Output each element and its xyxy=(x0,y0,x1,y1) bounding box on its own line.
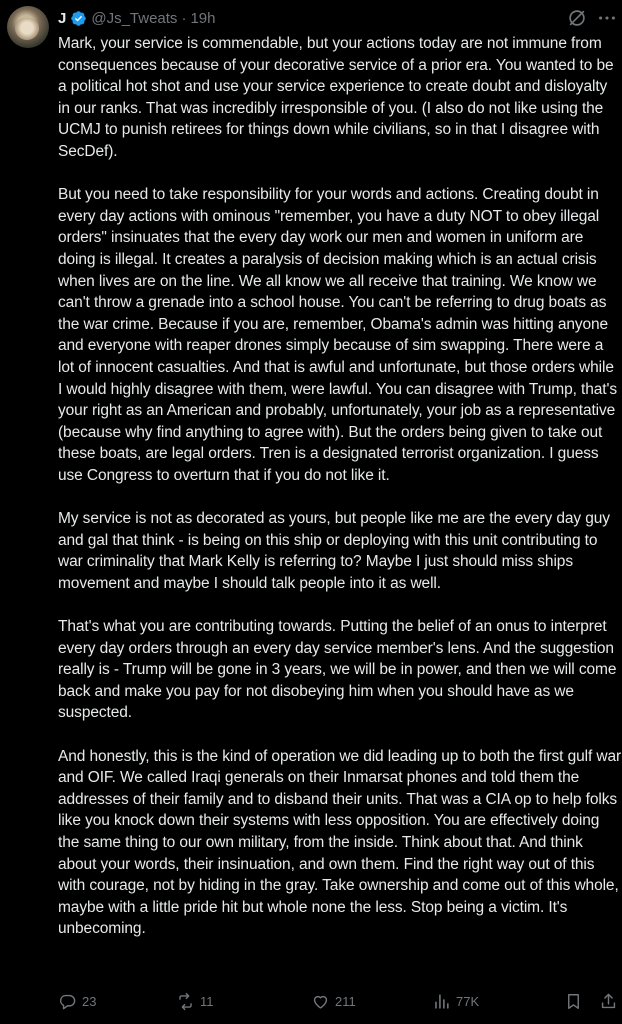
repost-icon xyxy=(176,992,195,1011)
action-bar xyxy=(58,992,622,1014)
reply-button[interactable] xyxy=(58,992,96,1011)
repost-count: 11 xyxy=(200,994,214,1009)
like-count: 211 xyxy=(335,994,356,1009)
reply-count: 23 xyxy=(82,994,97,1009)
author-name[interactable]: J xyxy=(58,9,67,27)
bookmark-icon xyxy=(564,992,583,1011)
tweet-paragraph-1: Mark, your service is commendable, but your actions today are not immune from consequences because of your decorative service of a prior era. You wanted to be a political hot shot and use your service experience to create doubt and disloyalty in our ranks. That was incredibly irresponsible of you. (I also do not like using the UCMJ to punish retirees for things down while civilians, so in that I disagree with SecDef). xyxy=(58,35,614,160)
separator-dot: · xyxy=(181,9,187,27)
like-icon xyxy=(311,992,330,1011)
views-icon xyxy=(432,992,451,1011)
timestamp[interactable]: 19h xyxy=(190,9,216,27)
tweet-paragraph-3: My service is not as decorated as yours, but people like me are the every day guy and gal that think - is being on this ship or deploying with this unit contributing to war criminality that Mark Kelly is referring to? Maybe I just should miss ships movement and maybe I should talk people into it as well. xyxy=(58,510,610,592)
tweet-text xyxy=(58,33,622,962)
share-icon xyxy=(599,992,618,1011)
grok-icon[interactable] xyxy=(566,7,588,29)
like-button[interactable] xyxy=(311,992,356,1011)
tweet-header xyxy=(58,7,215,29)
repost-button[interactable] xyxy=(176,992,214,1011)
avatar[interactable] xyxy=(7,6,49,48)
views-count: 77K xyxy=(456,994,480,1009)
bookmark-button[interactable] xyxy=(564,992,583,1011)
share-button[interactable] xyxy=(599,992,618,1011)
tweet-paragraph-4: That's what you are contributing towards. Putting the belief of an onus to interpret every day orders through an every day service member's lens. And the suggestion really is - Trump will be gone in 3 years, we will be in power, and then we will come back and make you pay for not disobeying him when you should have as we suspected. xyxy=(58,618,617,722)
views-button[interactable] xyxy=(432,992,479,1011)
verified-badge-icon xyxy=(70,10,87,27)
tweet-paragraph-2: But you need to take responsibility for your words and actions. Creating doubt in every day actions with ominous "remember, you have a duty NOT to obey illegal orders" insinuates that the every day work our men and women in uniform are doing is illegal. It creates a paralysis of decision making which is an actual crisis when lives are on the line. We all know we all receive that training. We know we can't throw a grenade into a school house. You can't be referring to drug boats as the war crime. Because if you are, remember, Obama's admin was hitting anyone and everyone with reaper drones simply because of sim swapping. There were a lot of innocent casualties. And that is awful and unfortunate, but those orders while I would highly disagree with them, were lawful. You can disagree with Trump, that's your right as an American and probably, unfortunately, your job as a representative (because why find anything to agree with). But the orders being given to take out these boats, are legal orders. Tren is a designated terrorist organization. I guess use Congress to overturn that if you do not like it. xyxy=(58,186,617,484)
more-icon[interactable] xyxy=(596,7,618,29)
reply-icon xyxy=(58,992,77,1011)
tweet-paragraph-5: And honestly, this is the kind of operation we did leading up to both the first gulf war and OIF. We called Iraqi generals on their Inmarsat phones and told them the addresses of their family and to disband their units. That was a CIA op to help folks like you knock down their systems with less opposition. You are effectively doing the same thing to our own military, from the inside. Think about that. And think about your words, their insinuation, and own them. Find the right way out of this with courage, not by hiding in the gray. Take ownership and come out of this whole, maybe with a little pride hit but whole none the less. Stop being a victim. It's unbecoming. xyxy=(58,747,622,938)
author-handle[interactable]: @Js_Tweats xyxy=(91,9,178,27)
